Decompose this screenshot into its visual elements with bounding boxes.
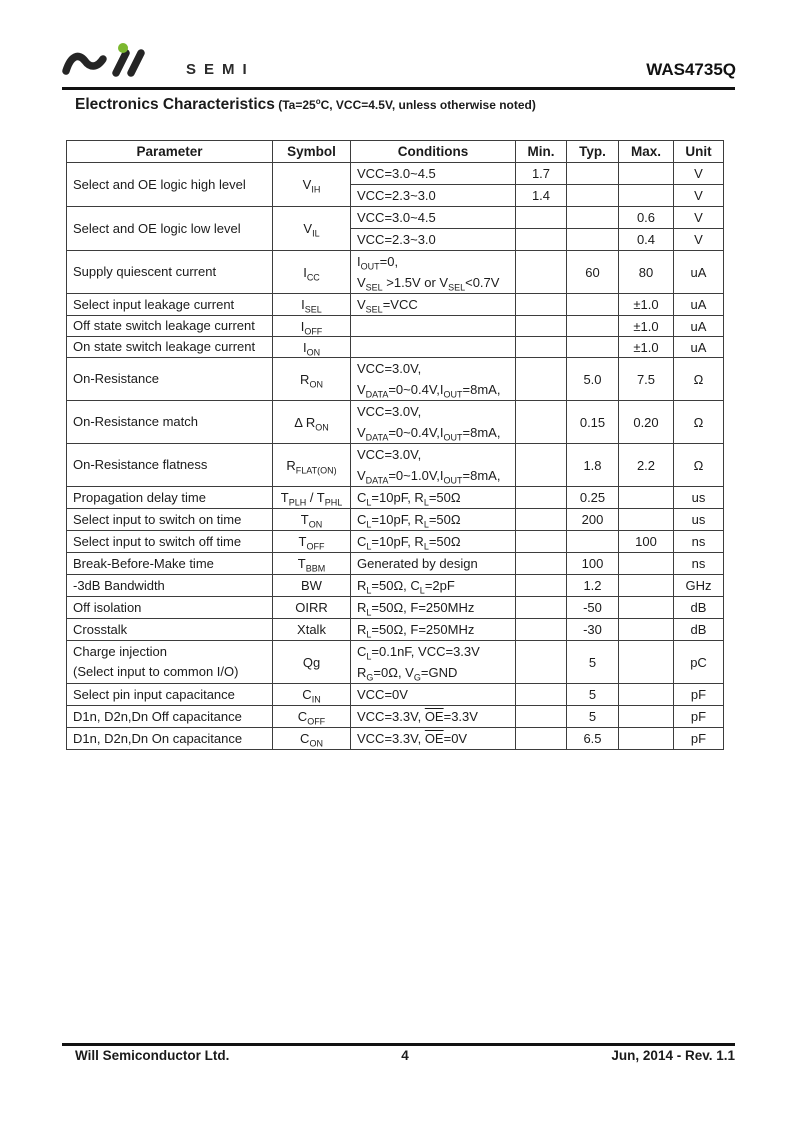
typ-cell: 6.5 — [567, 728, 619, 750]
symbol-cell: $I_{SEL}$ — [273, 294, 351, 316]
typ-cell — [567, 229, 619, 251]
section-note: ($Ta=25^oC$, VCC=4.5V, unless otherwise noted) — [274, 97, 536, 112]
unit-cell: uA — [674, 294, 724, 316]
conditions-cell: VCC=0V — [351, 684, 516, 706]
typ-cell: 1.2 — [567, 575, 619, 597]
max-cell — [619, 185, 674, 207]
header-logo — [60, 42, 255, 84]
typ-cell — [567, 531, 619, 553]
min-cell — [516, 706, 567, 728]
symbol-cell: $I_{ON}$ — [273, 337, 351, 358]
conditions-cell: VCC=2.3~3.0 — [351, 229, 516, 251]
max-cell — [619, 706, 674, 728]
min-cell: 1.7 — [516, 163, 567, 185]
typ-cell: 200 — [567, 509, 619, 531]
col-header-unit: Unit — [674, 141, 724, 163]
typ-cell: 1.8 — [567, 444, 619, 487]
part-number: WAS4735Q — [646, 60, 736, 79]
parameter-cell: On-Resistance — [67, 358, 273, 401]
symbol-cell: BW — [273, 575, 351, 597]
min-cell — [516, 531, 567, 553]
min-cell — [516, 207, 567, 229]
typ-cell: 0.15 — [567, 401, 619, 444]
parameter-cell: Select and OE logic high level — [67, 163, 273, 207]
min-cell — [516, 358, 567, 401]
symbol-cell: $T_{ON}$ — [273, 509, 351, 531]
typ-cell — [567, 185, 619, 207]
conditions-cell: $C_L=10pF$, $R_L=50\Omega$ — [351, 509, 516, 531]
characteristics-table — [66, 140, 724, 750]
conditions-cell: $C_L=10pF$, $R_L=50\Omega$ — [351, 487, 516, 509]
min-cell — [516, 316, 567, 337]
conditions-cell: $R_L=50\Omega$, F=250MHz — [351, 619, 516, 641]
footer-company: Will Semiconductor Ltd. — [75, 1048, 230, 1063]
col-header-symbol: Symbol — [273, 141, 351, 163]
parameter-cell: Select input leakage current — [67, 294, 273, 316]
min-cell — [516, 597, 567, 619]
footer-divider — [62, 1043, 735, 1046]
table-row — [67, 163, 724, 185]
header-divider — [62, 87, 735, 90]
max-cell: 0.6 — [619, 207, 674, 229]
symbol-cell: $I_{CC}$ — [273, 251, 351, 294]
parameter-cell: Select input to switch on time — [67, 509, 273, 531]
conditions-cell: VCC=3.0~4.5 — [351, 163, 516, 185]
table-row — [67, 706, 724, 728]
max-cell — [619, 684, 674, 706]
min-cell — [516, 229, 567, 251]
max-cell — [619, 619, 674, 641]
symbol-cell: Qg — [273, 641, 351, 684]
symbol-cell: $V_{IH}$ — [273, 163, 351, 207]
symbol-cell: $T_{BBM}$ — [273, 553, 351, 575]
unit-cell: dB — [674, 597, 724, 619]
conditions-cell: $V_{SEL}=VCC$ — [351, 294, 516, 316]
col-header-max: Max. — [619, 141, 674, 163]
conditions-cell — [351, 337, 516, 358]
typ-cell: 0.25 — [567, 487, 619, 509]
symbol-cell: Δ $R_{ON}$ — [273, 401, 351, 444]
section-title: Electronics Characteristics — [75, 96, 275, 113]
table-row — [67, 531, 724, 553]
min-cell — [516, 337, 567, 358]
typ-cell: 60 — [567, 251, 619, 294]
parameter-cell: Charge injection (Select input to common I/O) — [67, 641, 273, 684]
conditions-cell: VCC=3.3V, $\overline{OE}=3.3V$ — [351, 706, 516, 728]
typ-cell: -30 — [567, 619, 619, 641]
conditions-cell: VCC=3.0V, $V_{DATA}=0\sim 1.0V,I_{OUT}=8mA$, — [351, 444, 516, 487]
unit-cell: GHz — [674, 575, 724, 597]
conditions-cell: VCC=3.3V, $\overline{OE}=0V$ — [351, 728, 516, 750]
table-row — [67, 251, 724, 294]
section-heading — [75, 96, 536, 114]
conditions-cell: $R_L=50\Omega$, F=250MHz — [351, 597, 516, 619]
conditions-cell: VCC=3.0~4.5 — [351, 207, 516, 229]
table-row — [67, 684, 724, 706]
max-cell: 0.4 — [619, 229, 674, 251]
table-row — [67, 358, 724, 401]
parameter-cell: Break-Before-Make time — [67, 553, 273, 575]
parameter-cell: Crosstalk — [67, 619, 273, 641]
parameter-cell: On state switch leakage current — [67, 337, 273, 358]
table-row — [67, 641, 724, 684]
symbol-cell: $T_{OFF}$ — [273, 531, 351, 553]
unit-cell: Ω — [674, 358, 724, 401]
table-body — [67, 163, 724, 750]
table-row — [67, 337, 724, 358]
unit-cell: pF — [674, 706, 724, 728]
typ-cell: 100 — [567, 553, 619, 575]
table-row — [67, 487, 724, 509]
parameter-cell: D1n, D2n,Dn Off capacitance — [67, 706, 273, 728]
typ-cell — [567, 294, 619, 316]
symbol-cell: $V_{IL}$ — [273, 207, 351, 251]
symbol-cell: OIRR — [273, 597, 351, 619]
symbol-cell: $R_{ON}$ — [273, 358, 351, 401]
table-row — [67, 575, 724, 597]
parameter-cell: Select and OE logic low level — [67, 207, 273, 251]
typ-cell: 5 — [567, 641, 619, 684]
table-row — [67, 553, 724, 575]
table-row — [67, 619, 724, 641]
footer-revision: Jun, 2014 - Rev. 1.1 — [611, 1048, 735, 1063]
table-header-row — [67, 141, 724, 163]
max-cell — [619, 728, 674, 750]
unit-cell: uA — [674, 316, 724, 337]
conditions-cell: $I_{OUT}=0$, $V_{SEL} >1.5V$ or $V_{SEL}<0.7V$ — [351, 251, 516, 294]
min-cell — [516, 553, 567, 575]
max-cell: 2.2 — [619, 444, 674, 487]
max-cell — [619, 509, 674, 531]
unit-cell: pF — [674, 684, 724, 706]
max-cell: 0.20 — [619, 401, 674, 444]
typ-cell: 5 — [567, 684, 619, 706]
symbol-cell: $C_{ON}$ — [273, 728, 351, 750]
typ-cell: 5 — [567, 706, 619, 728]
typ-cell — [567, 316, 619, 337]
willsemi-logo-icon — [60, 42, 178, 84]
symbol-cell: $C_{IN}$ — [273, 684, 351, 706]
min-cell — [516, 251, 567, 294]
conditions-cell: $R_L=50\Omega$, $C_L=2pF$ — [351, 575, 516, 597]
unit-cell: us — [674, 509, 724, 531]
min-cell — [516, 294, 567, 316]
unit-cell: V — [674, 163, 724, 185]
parameter-cell: Select pin input capacitance — [67, 684, 273, 706]
parameter-cell: Off state switch leakage current — [67, 316, 273, 337]
conditions-cell: $C_L=10pF$, $R_L=50\Omega$ — [351, 531, 516, 553]
min-cell — [516, 641, 567, 684]
max-cell: 100 — [619, 531, 674, 553]
table-row — [67, 401, 724, 444]
max-cell — [619, 163, 674, 185]
max-cell: 7.5 — [619, 358, 674, 401]
symbol-cell: $C_{OFF}$ — [273, 706, 351, 728]
parameter-cell: Select input to switch off time — [67, 531, 273, 553]
conditions-cell: Generated by design — [351, 553, 516, 575]
max-cell: 80 — [619, 251, 674, 294]
conditions-cell: VCC=2.3~3.0 — [351, 185, 516, 207]
unit-cell: pC — [674, 641, 724, 684]
min-cell: 1.4 — [516, 185, 567, 207]
min-cell — [516, 509, 567, 531]
min-cell — [516, 444, 567, 487]
typ-cell: 5.0 — [567, 358, 619, 401]
min-cell — [516, 575, 567, 597]
min-cell — [516, 401, 567, 444]
col-header-typ: Typ. — [567, 141, 619, 163]
table-row — [67, 207, 724, 229]
table-row — [67, 597, 724, 619]
unit-cell: Ω — [674, 444, 724, 487]
parameter-cell: Supply quiescent current — [67, 251, 273, 294]
table-row — [67, 444, 724, 487]
typ-cell — [567, 207, 619, 229]
logo-semi-text: SEMI — [186, 61, 255, 78]
typ-cell — [567, 163, 619, 185]
max-cell: ±1.0 — [619, 337, 674, 358]
logo-green-dot-icon — [118, 43, 128, 53]
conditions-cell: $C_L=0.1nF$, VCC=3.3V $R_G=0\Omega$, $V_G=GND$ — [351, 641, 516, 684]
unit-cell: V — [674, 185, 724, 207]
min-cell — [516, 684, 567, 706]
unit-cell: pF — [674, 728, 724, 750]
symbol-cell: $R_{FLAT(ON)}$ — [273, 444, 351, 487]
symbol-cell: Xtalk — [273, 619, 351, 641]
parameter-cell: D1n, D2n,Dn On capacitance — [67, 728, 273, 750]
unit-cell: dB — [674, 619, 724, 641]
unit-cell: V — [674, 207, 724, 229]
parameter-cell: Off isolation — [67, 597, 273, 619]
footer-page-number: 4 — [401, 1048, 409, 1063]
max-cell: ±1.0 — [619, 294, 674, 316]
typ-cell — [567, 337, 619, 358]
table-row — [67, 509, 724, 531]
parameter-cell: -3dB Bandwidth — [67, 575, 273, 597]
col-header-min: Min. — [516, 141, 567, 163]
symbol-cell: $I_{OFF}$ — [273, 316, 351, 337]
unit-cell: uA — [674, 337, 724, 358]
unit-cell: ns — [674, 553, 724, 575]
conditions-cell — [351, 316, 516, 337]
parameter-cell: On-Resistance match — [67, 401, 273, 444]
parameter-cell: On-Resistance flatness — [67, 444, 273, 487]
max-cell — [619, 597, 674, 619]
unit-cell: us — [674, 487, 724, 509]
symbol-cell: $T_{PLH} / T_{PHL}$ — [273, 487, 351, 509]
unit-cell: Ω — [674, 401, 724, 444]
unit-cell: V — [674, 229, 724, 251]
min-cell — [516, 619, 567, 641]
footer — [62, 1048, 735, 1063]
parameter-cell: Propagation delay time — [67, 487, 273, 509]
max-cell — [619, 575, 674, 597]
col-header-parameter: Parameter — [67, 141, 273, 163]
max-cell — [619, 641, 674, 684]
unit-cell: ns — [674, 531, 724, 553]
col-header-conditions: Conditions — [351, 141, 516, 163]
typ-cell: -50 — [567, 597, 619, 619]
max-cell — [619, 487, 674, 509]
table-row — [67, 294, 724, 316]
table-row — [67, 316, 724, 337]
max-cell — [619, 553, 674, 575]
table-row — [67, 728, 724, 750]
conditions-cell: VCC=3.0V, $V_{DATA}=0\sim 0.4V,I_{OUT}=8mA$, — [351, 358, 516, 401]
unit-cell: uA — [674, 251, 724, 294]
conditions-cell: VCC=3.0V, $V_{DATA}=0\sim 0.4V,I_{OUT}=8mA$, — [351, 401, 516, 444]
max-cell: ±1.0 — [619, 316, 674, 337]
min-cell — [516, 728, 567, 750]
min-cell — [516, 487, 567, 509]
